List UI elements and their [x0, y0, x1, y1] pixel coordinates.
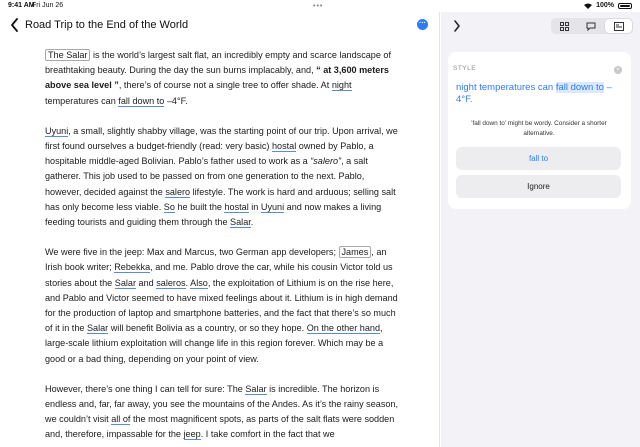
flagged-word[interactable]: night [331, 80, 352, 91]
text-run: temperatures can [45, 95, 119, 106]
text-run: he built the [174, 201, 225, 212]
battery-icon [618, 3, 632, 9]
tab-comments[interactable] [578, 18, 605, 34]
text-run: , large-scale lithium exploitation will change life in this region forever. Which may be a good or a bad thing, depending on your point of view. [45, 323, 384, 364]
suggestion-note: 'fall down to' might be wordy. Consider a shorter alternative. [471, 120, 607, 137]
sidebar-tabs [551, 18, 633, 34]
status-right [584, 2, 632, 9]
flagged-word[interactable]: all of [111, 414, 131, 425]
tab-style-check[interactable] [605, 19, 632, 33]
flagged-word[interactable]: hostal [271, 141, 297, 152]
text-run: . [185, 277, 191, 288]
text-run: However, there’s one thing I can tell for sure: The [45, 383, 246, 394]
context-before: night temperatures can [456, 82, 556, 93]
text-run: “ at 3,600 meters above sea level ” [45, 65, 389, 91]
text-run: in [248, 201, 261, 212]
highlighted-term[interactable]: The Salar [45, 49, 90, 61]
flagged-word[interactable]: Salar [230, 217, 251, 228]
text-run: and [136, 277, 157, 288]
text-run: We were five in the jeep: Max and Marcus, two German app developers; [45, 247, 339, 258]
document-title[interactable]: Road Trip to the End of the World [25, 19, 189, 31]
flagged-word[interactable]: So [163, 201, 175, 212]
text-run: owned by Pablo, a hospitable middle-aged Bolivian. Pablo’s father used to work as a [45, 141, 374, 167]
text-run: and now makes a living feeding tourists and guiding them through the [45, 201, 382, 228]
flagged-word[interactable]: Salar [114, 277, 136, 288]
text-run: is incredible. The horizon is endless and, far, far away, you see the mountains of the Andes. As it’s the rainy season, we couldn’t visit [45, 383, 399, 425]
text-run: the most magnificent spots, as parts of the salt flats were sodden and, therefore, impassable for the [45, 414, 395, 440]
grid-icon [560, 22, 569, 31]
paragraph[interactable] [45, 124, 401, 230]
tab-grid[interactable] [551, 18, 578, 34]
text-run: lifestyle. The work is hard and arduous; selling salt has only become less viable. [45, 186, 396, 212]
text-run: . [250, 217, 254, 228]
flagged-word[interactable]: Salar [245, 383, 267, 394]
status-time: 9:41 AM [8, 2, 35, 9]
close-icon[interactable]: × [614, 66, 622, 74]
text-run: , there’s of course not a single tree to offer shade. At [118, 80, 332, 91]
assistant-sidebar [441, 12, 640, 447]
multitasking-dots-icon[interactable]: ••• [313, 3, 324, 10]
document-body[interactable] [45, 48, 401, 447]
text-run: , the exploitation of Lithium is on the rise here, and Pablo and Victor seemed to have mixed feelings about it. Lithium is in high demand for the production of laptop and smartphone batteries, and the fact that there’s so much of it in the [45, 277, 398, 334]
text-run: “salero” [310, 156, 342, 167]
document-nav [10, 18, 188, 32]
paragraph[interactable] [45, 48, 401, 109]
flagged-word[interactable]: Also [190, 277, 208, 288]
flagged-word[interactable]: saleros [156, 277, 186, 288]
ignore-button[interactable]: Ignore [456, 175, 621, 198]
flagged-word[interactable]: Uyuni [45, 125, 69, 136]
status-bar [0, 0, 640, 12]
text-run: is the world’s largest salt flat, an incredibly empty and scarce landscape of breathtaking beauty. During the day the sun burns implacably, and, [45, 50, 392, 76]
context-highlight: fall down to [555, 82, 604, 93]
back-chevron-icon[interactable] [10, 18, 19, 32]
flagged-word[interactable]: salero [165, 186, 191, 197]
flagged-word[interactable]: Rebekka [114, 262, 151, 273]
wifi-icon [584, 3, 592, 9]
flagged-word[interactable]: Uyuni [260, 201, 285, 212]
editor-pane [0, 12, 440, 447]
text-run: , and me. Pablo drove the car, while his cousin Victor told us stories about the [45, 262, 393, 288]
flagged-word[interactable]: On the other hand [306, 323, 380, 334]
text-run: , an Irish book writer; [45, 247, 387, 273]
flagged-word[interactable]: jeep [183, 429, 201, 440]
status-date: Fri Jun 26 [32, 2, 64, 9]
flagged-word[interactable]: Salar [86, 323, 109, 334]
text-run: . I take comfort in the fact that we [200, 429, 335, 440]
style-check-icon [614, 22, 624, 31]
comment-icon [586, 22, 596, 31]
flagged-word[interactable]: fall down to [118, 95, 165, 106]
suggestion-context [456, 82, 621, 106]
context-after: –4°F. [456, 82, 612, 105]
text-run: will benefit Bolivia as a country, or so they hope. [108, 323, 307, 334]
paragraph[interactable] [45, 382, 401, 443]
text-run: , a salt gatherer. This job used to be passed on from one generation to the next. Pablo, however, decided against the [45, 156, 368, 197]
flagged-word[interactable]: hostal [224, 201, 249, 212]
chevron-right-icon[interactable] [453, 20, 461, 32]
battery-percent: 100% [596, 2, 614, 9]
text-run: , a small, slightly shabby village, was the starting point of our trip. Upon arrival, we first found ourselves a budget-friendly (read: very basic) [45, 125, 398, 152]
more-ellipsis-icon[interactable]: ··· [417, 19, 428, 30]
apply-suggestion-button[interactable]: fall to [456, 147, 621, 170]
text-run: –4°F. [164, 95, 188, 106]
section-label: STYLE [453, 65, 477, 72]
paragraph[interactable] [45, 245, 401, 367]
highlighted-term[interactable]: James [339, 246, 372, 258]
